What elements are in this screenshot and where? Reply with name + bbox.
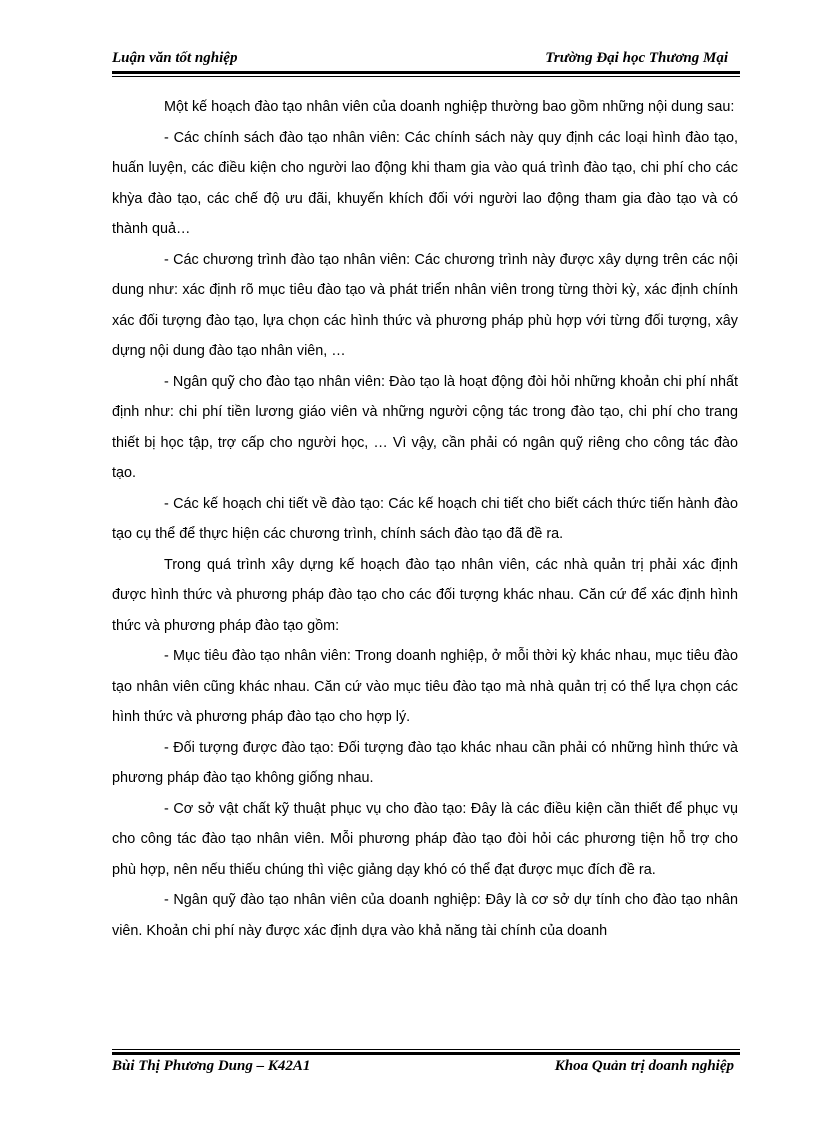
footer-rule-thin [112, 1049, 740, 1050]
footer-right-text: Khoa Quản trị doanh nghiệp [554, 1058, 734, 1074]
paragraph: - Ngân quỹ cho đào tạo nhân viên: Đào tạo là hoạt động đòi hỏi những khoản chi phí nhất định như: chi phí tiền lương giáo viên và những người cộng tác trong đào tạo, chi phí cho trang thiết bị học tập, trợ cấp cho người học, … Vì vậy, cần phải có ngân quỹ riêng cho công tác đào tạo. [112, 373, 738, 481]
paragraph: - Cơ sở vật chất kỹ thuật phục vụ cho đào tạo: Đây là các điều kiện cần thiết để phục vụ cho công tác đào tạo nhân viên. Mỗi phương pháp đào tạo đòi hỏi các phương tiện hỗ trợ cho phù hợp, nên nếu thiếu chúng thì việc giảng dạy khó có thể đạt được mục đích đề ra. [112, 800, 738, 878]
header-rule-thin [112, 76, 740, 77]
paragraph: - Các kế hoạch chi tiết về đào tạo: Các kế hoạch chi tiết cho biết cách thức tiến hành đào tạo cụ thể để thực hiện các chương trình, chính sách đào tạo đã đề ra. [112, 495, 738, 542]
paragraph: - Các chính sách đào tạo nhân viên: Các chính sách này quy định các loại hình đào tạo, huấn luyện, các điều kiện cho người lao động khi tham gia vào quá trình đào tạo, chi phí cho các khỳa đào tạo, các chế độ ưu đãi, khuyến khích đối với người lao động tham gia đào tạo và có thành quả… [112, 129, 738, 237]
paragraph: - Mục tiêu đào tạo nhân viên: Trong doanh nghiệp, ở mỗi thời kỳ khác nhau, mục tiêu đào tạo nhân viên cũng khác nhau. Căn cứ vào mục tiêu đào tạo mà nhà quản trị có thể lựa chọn các hình thức và phương pháp đào tạo cho hợp lý. [112, 648, 738, 725]
header-rule-thick [112, 71, 740, 74]
paragraph: Trong quá trình xây dựng kế hoạch đào tạo nhân viên, các nhà quản trị phải xác định được hình thức và phương pháp đào tạo cho các đối tượng khác nhau. Căn cứ để xác định hình thức và phương pháp đào tạo gồm: [112, 556, 738, 634]
paragraph: - Các chương trình đào tạo nhân viên: Các chương trình này được xây dựng trên các nội dung như: xác định rõ mục tiêu đào tạo và phát triển nhân viên trong từng thời kỳ, xác định chính xác đối tượng đào tạo, lựa chọn các hình thức và phương pháp phù hợp với từng đối tượng, xây dựng nội dung đào tạo nhân viên, … [112, 251, 738, 359]
page-footer [112, 1056, 738, 1082]
footer-left-text: Bùi Thị Phương Dung – K42A1 [112, 1058, 311, 1074]
header-left-text: Luận văn tốt nghiệp [112, 50, 238, 66]
paragraph: - Đối tượng được đào tạo: Đối tượng đào tạo khác nhau cần phải có những hình thức và phương pháp đào tạo không giống nhau. [112, 739, 738, 786]
footer-rule-thick [112, 1052, 740, 1055]
page-header [112, 44, 738, 70]
paragraph: Một kế hoạch đào tạo nhân viên của doanh nghiệp thường bao gồm những nội dung sau: [164, 99, 735, 115]
header-right-text: Trường Đại học Thương Mại [545, 50, 728, 66]
body-text [112, 92, 738, 946]
paragraph: - Ngân quỹ đào tạo nhân viên của doanh nghiệp: Đây là cơ sở dự tính cho đào tạo nhân viên. Khoản chi phí này được xác định dựa vào khả năng tài chính của doanh [112, 892, 738, 939]
